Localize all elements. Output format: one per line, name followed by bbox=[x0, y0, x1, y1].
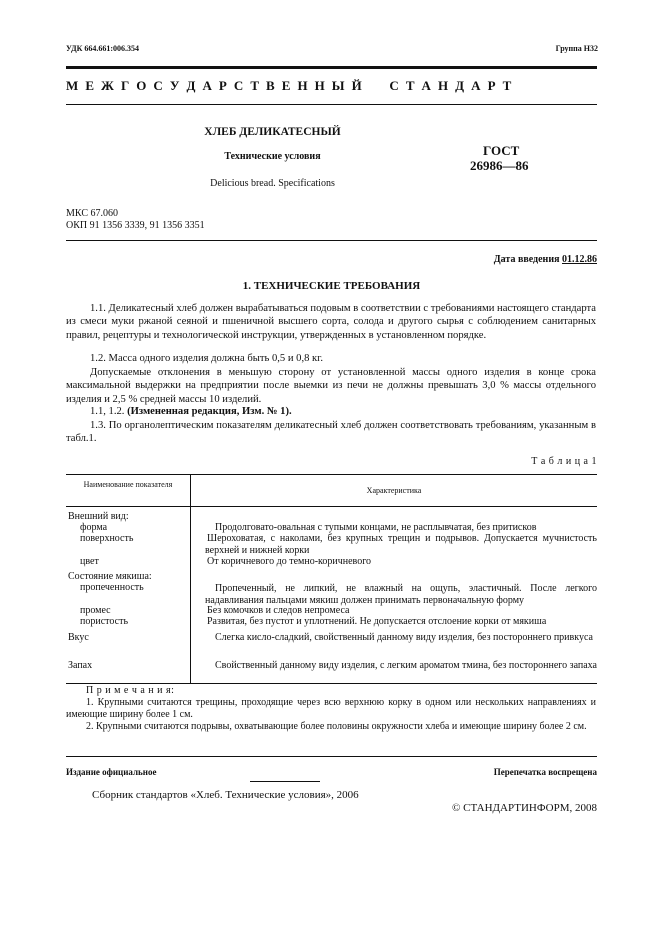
row-smell-label: Запах bbox=[68, 660, 93, 671]
note-1: 1. Крупными считаются трещины, проходящие через всю верхнюю корку в одном или нескольких направлениях и имеющие ширину более 1 см. bbox=[66, 697, 596, 720]
row-mixing-value: Без комочков и следов непромеса bbox=[207, 605, 350, 616]
table-top-rule bbox=[66, 474, 597, 475]
row-smell-value: Свойственный данному виду изделия, с легким ароматом тмина, без постороннего запаха bbox=[215, 660, 597, 671]
document-subtitle: Технические условия bbox=[224, 151, 321, 162]
row-color-label: цвет bbox=[80, 556, 99, 567]
amendment-note bbox=[66, 405, 596, 418]
table-header-rule bbox=[66, 506, 597, 507]
table-bottom-rule bbox=[66, 683, 597, 684]
row-shape-value: Продолговато-овальная с тупыми концами, не расплывчатая, без притисков bbox=[215, 522, 537, 533]
table-header-name: Наименование показателя bbox=[83, 480, 173, 489]
okp-code: ОКП 91 1356 3339, 91 1356 3351 bbox=[66, 220, 205, 231]
row-baked-label: пропеченность bbox=[80, 582, 144, 593]
top-rule bbox=[66, 66, 597, 69]
row-porosity-label: пористость bbox=[80, 616, 128, 627]
amendment-prefix: 1.1, 1.2. bbox=[90, 406, 125, 417]
mks-code: МКС 67.060 bbox=[66, 208, 118, 219]
row-taste-label: Вкус bbox=[68, 632, 89, 643]
paragraph-1-3: 1.3. По органолептическим показателям деликатесный хлеб должен соответствовать требованиям, указанным в табл.1. bbox=[66, 420, 596, 445]
row-taste-value: Слегка кисло-сладкий, свойственный данному виду изделия, без постороннего привкуса bbox=[215, 632, 593, 643]
udk-code: УДК 664.661:006.354 bbox=[66, 44, 140, 53]
english-title: Delicious bread. Specifications bbox=[210, 178, 335, 189]
row-baked-value: Пропеченный, не липкий, не влажный на ощупь, эластичный. После легкого надавливания пальцами мякиш должен принимать первоначальную форму bbox=[205, 583, 597, 606]
intro-date bbox=[420, 254, 597, 265]
paragraph-1-1: 1.1. Деликатесный хлеб должен вырабатываться подовым в соответствии с требованиями настоящего стандарта из смеси муки ржаной сеяной и пшеничной высшего сорта, солода и другого сырья с соблюдением санитарных правил, рецептуры и технологической инструкции, утвержденных в установленном порядке. bbox=[66, 303, 596, 341]
intro-date-label: Дата введения bbox=[493, 254, 560, 265]
row-surface-value: Шероховатая, с наколами, без крупных трещин и подрывов. Допускается мучнистость верхней и нижней корки bbox=[205, 533, 597, 556]
row-surface-label: поверхность bbox=[80, 533, 134, 544]
gost-label: ГОСТ bbox=[483, 143, 520, 158]
row-mixing-label: промес bbox=[80, 605, 111, 616]
copyright: © СТАНДАРТИНФОРМ, 2008 bbox=[452, 802, 597, 814]
row-appearance: Внешний вид: bbox=[68, 511, 129, 522]
row-color-value: От коричневого до темно-коричневого bbox=[207, 556, 372, 567]
paragraph-deviation: Допускаемые отклонения в меньшую сторону от установленной массы одного изделия в конце срока максимальной выдержки на предприятии после выемки из печи не должны превышать 3,0 % массы отдельного изделия и 2,5 % средней массы 10 изделий. bbox=[66, 367, 596, 405]
row-porosity-value: Развитая, без пустот и уплотнений. Не допускается отслоение корки от мякиша bbox=[207, 616, 547, 627]
reprint-prohibited: Перепечатка воспрещена bbox=[493, 767, 597, 777]
document-title: ХЛЕБ ДЕЛИКАТЕСНЫЙ bbox=[204, 126, 341, 138]
collection-reference: Сборник стандартов «Хлеб. Технические условия», 2006 bbox=[92, 789, 359, 801]
banner-rule bbox=[66, 104, 597, 105]
gost-number: 26986—86 bbox=[470, 158, 529, 173]
table-header-characteristic: Характеристика bbox=[366, 486, 422, 495]
group-code: Группа Н32 bbox=[555, 44, 598, 53]
footer-rule bbox=[66, 756, 597, 757]
amendment-bold: (Измененная редакция, Изм. № 1). bbox=[127, 406, 292, 417]
note-2: 2. Крупными считаются подрывы, охватывающие более половины окружности хлеба и имеющие ширину более 2 см. bbox=[86, 721, 587, 732]
intro-date-value: 01.12.86 bbox=[562, 254, 597, 265]
standard-banner: М Е Ж Г О С У Д А Р С Т В Е Н Н Ы Й С Т А Н Д А Р Т bbox=[66, 78, 514, 93]
notes-heading: П р и м е ч а н и я: bbox=[86, 685, 175, 696]
row-shape-label: форма bbox=[80, 522, 108, 533]
table-caption: Т а б л и ц а 1 bbox=[531, 456, 597, 467]
section-heading: 1. ТЕХНИЧЕСКИЕ ТРЕБОВАНИЯ bbox=[242, 280, 421, 292]
row-crumb: Состояние мякиша: bbox=[68, 571, 152, 582]
official-edition: Издание официальное bbox=[66, 767, 157, 777]
footer-short-rule bbox=[250, 781, 320, 782]
codes-rule bbox=[66, 240, 597, 241]
paragraph-1-2: 1.2. Масса одного изделия должна быть 0,5 и 0,8 кг. bbox=[90, 353, 323, 364]
